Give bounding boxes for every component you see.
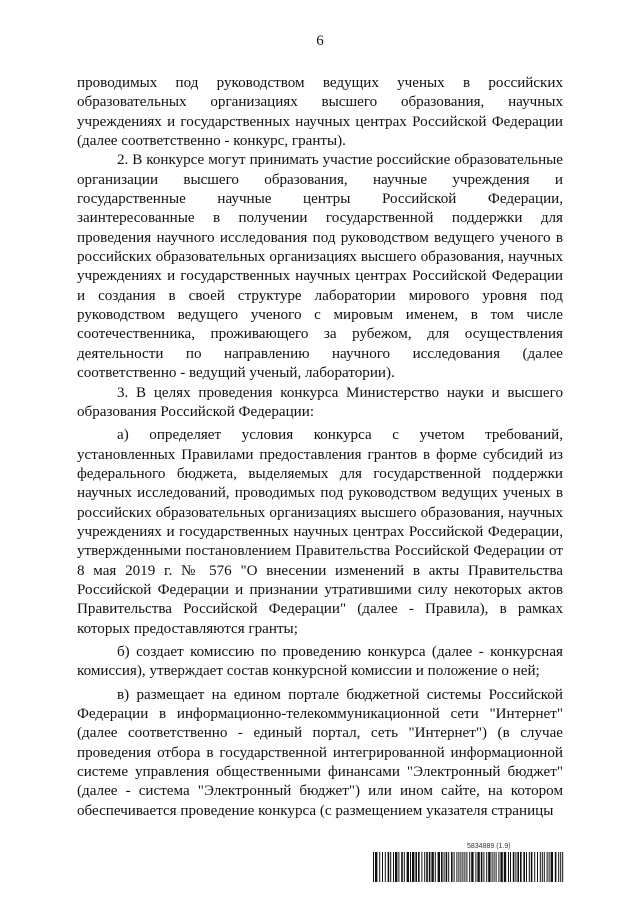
subparagraph-a: а) определяет условия конкурса с учетом требований, установленных Правилами предоставления грантов в форме субсидий из федерального бюджета, выделяемых для государственной поддержки научных исследований, проводимых под руководством ведущих ученых в российских образовательных организациях высшего образования, научных учреждениях и государственных научных центрах Российской Федерации, утвержденными постановлением Правительства Российской Федерации от 8 мая 2019 г. № 576 "О внесении изменений в акты Правительства Российской Федерации и признании утратившими силу некоторых актов Правительства Российской Федерации" (далее - Правила), в рамках которых предоставляются гранты; xyxy=(77,427,563,637)
paragraph-item-3: 3. В целях проведения конкурса Министерство науки и высшего образования Российской Федерации: xyxy=(77,384,563,420)
document-body xyxy=(77,74,563,821)
subparagraph-v: в) размещает на едином портале бюджетной системы Российской Федерации в информационно-телекоммуникационной сети "Интернет" (далее соответственно - единый портал, сеть "Интернет") (в случае проведения отбора в государственной интегрированной информационной системе управления общественными финансами "Электронный бюджет" (далее - система "Электронный бюджет") или ином сайте, на котором обеспечивается проведение конкурса (с размещением указателя страницы xyxy=(77,686,563,819)
page-number: 6 xyxy=(316,33,324,49)
subparagraph-b: б) создает комиссию по проведению конкурса (далее - конкурсная комиссия), утверждает состав конкурсной комиссии и положение о ней; xyxy=(77,643,563,680)
paragraph-continuation: проводимых под руководством ведущих ученых в российских образовательных организациях высшего образования, научных учреждениях и государственных научных центрах Российской Федерации (далее соответственно - конкурс, гранты). xyxy=(77,75,563,150)
barcode-image xyxy=(372,852,567,882)
paragraph-item-2: 2. В конкурсе могут принимать участие российские образовательные организации высшего образования, научные учреждения и государственные научные центры Российской Федерации, заинтересованные в получении государственной поддержки для проведения научного исследования под руководством ведущего ученого в российских образовательных организациях высшего образования, научных учреждениях и государственных научных центрах Российской Федерации и создания в своей структуре лаборатории мирового уровня под руководством ведущего ученого с мировым именем, в том числе соотечественника, проживающего за рубежом, для осуществления деятельности по направлению научного исследования (далее соответственно - ведущий ученый, лаборатории). xyxy=(77,152,563,382)
document-id-label: 5834889 (1.9) xyxy=(467,843,511,850)
